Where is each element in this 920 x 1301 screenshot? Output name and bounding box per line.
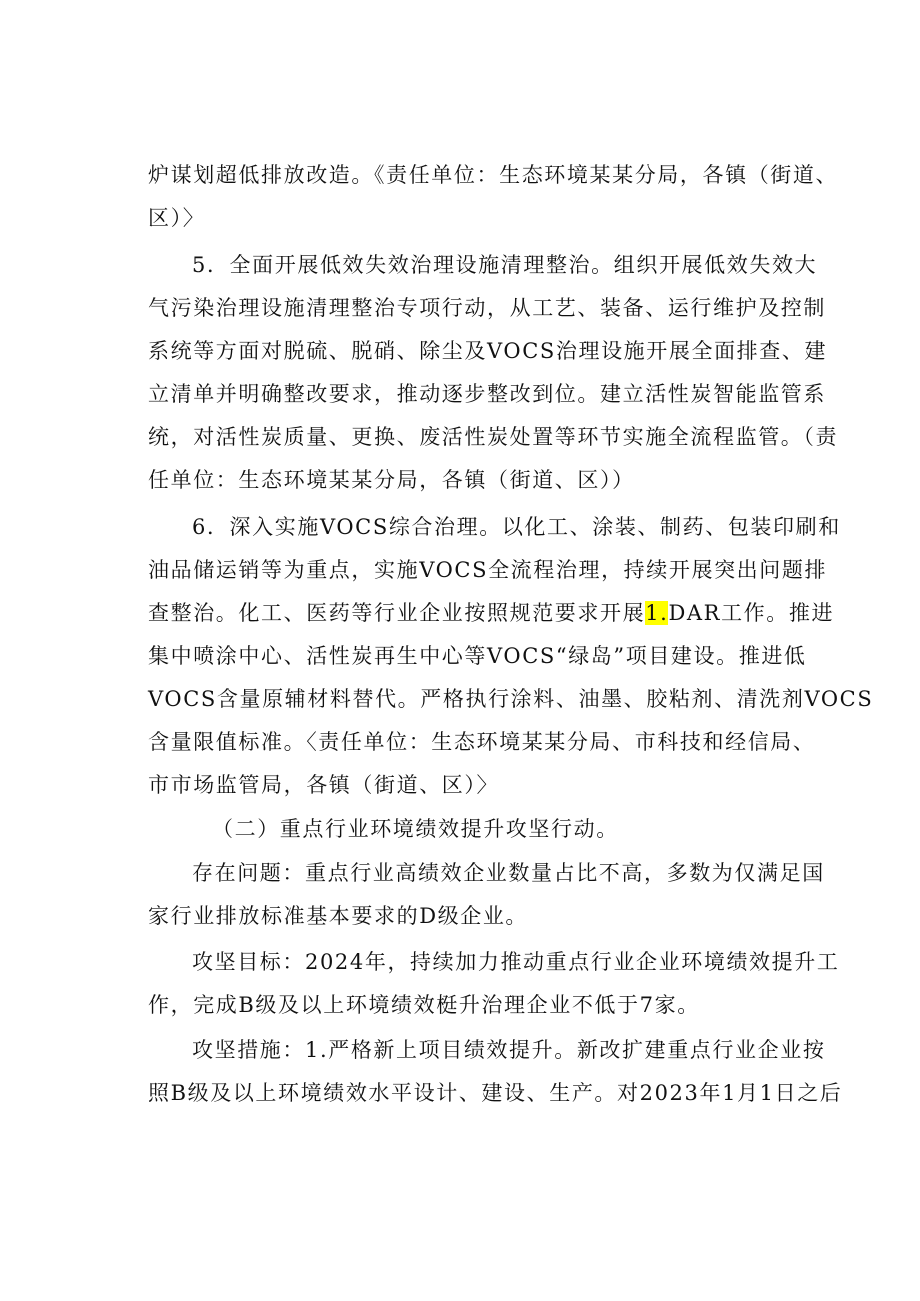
text-line: 区）〉 — [148, 206, 206, 230]
text-line: VOCS含量原辅材料替代。严格执行涂料、油墨、胶粘剂、清洗剂VOCS — [148, 687, 874, 711]
text-line: 任单位：生态环境某某分局，各镇（街道、区）） — [148, 468, 635, 492]
text-line: 6．深入实施VOCS综合治理。以化工、涂装、制药、包装印刷和 — [192, 515, 841, 539]
text-line: 系统等方面对脱硫、脱硝、除尘及VOCS治理设施开展全面排查、建 — [148, 339, 828, 363]
text-line: 家行业排放标准基本要求的D级企业。 — [148, 904, 529, 928]
text-line: 气污染治理设施清理整治专项行动，从工艺、装备、运行维护及控制 — [148, 296, 826, 320]
text-line: 含量限值标准。〈责任单位：生态环境某某分局、市科技和经信局、 — [148, 730, 816, 754]
highlighted-text: 1. — [645, 601, 669, 625]
section-heading: （二）重点行业环境绩效提升攻坚行动。 — [212, 817, 619, 841]
text-line: 攻坚措施：1.严格新上项目绩效提升。新改扩建重点行业企业按 — [192, 1038, 826, 1062]
text-line-highlighted — [148, 591, 920, 635]
text-line: 照B级及以上环境绩效水平设计、建设、生产。对2023年1月1日之后 — [148, 1081, 843, 1105]
text-line: 5．全面开展低效失效治理设施清理整治。组织开展低效失效大 — [192, 253, 818, 277]
text-line: 统，对活性炭质量、更换、废活性炭处置等环节实施全流程监管。（责 — [148, 425, 839, 449]
text-line: 攻坚目标：2024年，持续加力推动重点行业企业环境绩效提升工 — [192, 950, 840, 974]
text-line: 油品储运销等为重点，实施VOCS全流程治理，持续开展突出问题排 — [148, 558, 828, 582]
text-segment: 查整治。化工、医药等行业企业按照规范要求开展 — [148, 601, 646, 625]
text-line: 炉谋划超低排放改造。《责任单位：生态环境某某分局，各镇（街道、 — [148, 163, 839, 187]
text-line: 市市场监管局，各镇（街道、区）〉 — [148, 773, 500, 797]
text-line: 作，完成B级及以上环境绩效梃升治理企业不低于7家。 — [148, 993, 700, 1017]
text-line: 立清单并明确整改要求，推动逐步整改到位。建立活性炭智能监管系 — [148, 382, 826, 406]
text-segment: DAR工作。推进 — [668, 601, 835, 625]
text-line: 集中喷涂中心、活性炭再生中心等VOCS“绿岛”项目建设。推进低 — [148, 644, 807, 668]
text-line: 存在问题：重点行业高绩效企业数量占比不高，多数为仅满足国 — [192, 861, 825, 885]
